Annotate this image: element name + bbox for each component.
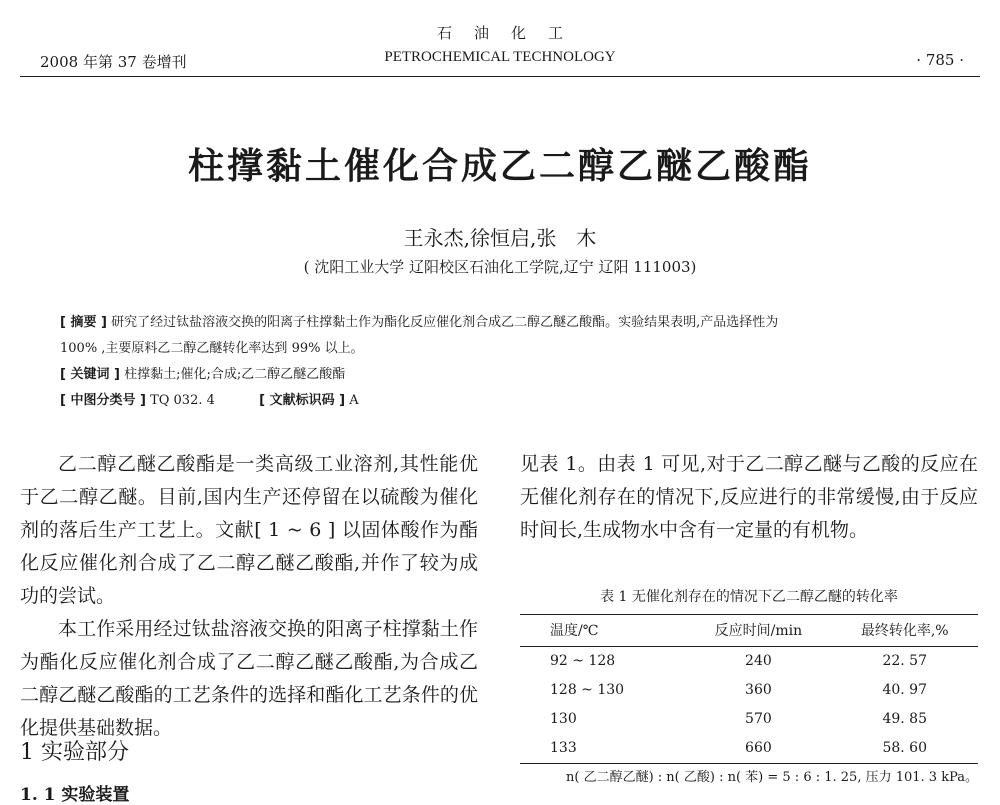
article-affiliation: ( 沈阳工业大学 辽阳校区石油化工学院,辽宁 辽阳 111003) (303, 258, 697, 276)
page-number: · 785 · (916, 51, 964, 69)
article-authors: 王永杰,徐恒启,张 木 (403, 226, 597, 250)
section-heading-experimental: 1 实验部分 (20, 740, 129, 765)
table-cell: 40. 97 (882, 682, 927, 698)
subsection-heading-apparatus: 1. 1 实验装置 (20, 785, 130, 805)
keywords-line (60, 365, 940, 385)
conversion-table (520, 614, 978, 764)
classification-line (60, 391, 940, 411)
table-header-temperature: 温度/℃ (520, 615, 685, 647)
table-cell: 570 (745, 711, 772, 727)
abstract-line-2: 100% ,主要原料乙二醇乙醚转化率达到 99% 以上。 (60, 341, 364, 356)
table-row (520, 705, 978, 734)
journal-title-cn: 石油化工 (436, 24, 585, 42)
table-cell: 360 (745, 682, 772, 698)
table-cell: 92 ~ 128 (550, 653, 616, 669)
intro-paragraph-1: 乙二醇乙醚乙酸酯是一类高级工业溶剂,其性能优于乙二醇乙醚。目前,国内生产还停留在以硫酸为催化剂的落后生产工艺上。文献[ 1 ~ 6 ] 以固体酸作为酯化反应催化剂合成了乙二醇乙醚乙酸酯,并作了较为成功的尝试。 (20, 453, 478, 607)
article-title: 柱撑黏土催化合成乙二醇乙醚乙酸酯 (187, 146, 812, 187)
doc-code-value: A (349, 393, 359, 408)
abstract-line-1 (60, 313, 940, 333)
table-caption: 表 1 无催化剂存在的情况下乙二醇乙醚的转化率 (600, 589, 898, 605)
table-cell: 49. 85 (882, 711, 927, 727)
keywords-label: [ 关键词 ] (60, 367, 120, 382)
table-row (520, 647, 978, 677)
header-rule (20, 76, 980, 77)
table-note: n( 乙二醇乙醚) : n( 乙酸) : n( 苯) = 5 : 6 : 1. 25, 压力 101. 3 kPa。 (566, 770, 978, 785)
issue-info: 2008 年第 37 卷增刊 (40, 53, 187, 71)
right-paragraph: 见表 1。由表 1 可见,对于乙二醇乙醚与乙酸的反应在无催化剂存在的情况下,反应进行的非常缓慢,由于反应时间长,生成物水中含有一定量的有机物。 (520, 453, 978, 541)
table-header-row (520, 615, 978, 647)
table-row (520, 734, 978, 764)
keywords-text: 柱撑黏土;催化;合成;乙二醇乙醚乙酸酯 (124, 367, 346, 382)
table-cell: 133 (520, 734, 685, 764)
clc-label: [ 中图分类号 ] (60, 393, 146, 408)
table-cell: 58. 60 (831, 734, 978, 764)
table-cell: 128 ~ 130 (550, 682, 625, 698)
journal-title-en: PETROCHEMICAL TECHNOLOGY (384, 49, 616, 65)
table-cell: 240 (745, 653, 772, 669)
table-header-conversion: 最终转化率,% (831, 615, 978, 647)
table-header-time: 反应时间/min (685, 615, 831, 647)
abstract-label: [ 摘要 ] (60, 315, 107, 330)
table-row (520, 676, 978, 705)
left-column (20, 448, 478, 745)
table-cell: 130 (550, 711, 577, 727)
right-column (520, 448, 978, 547)
intro-paragraph-2: 本工作采用经过钛盐溶液交换的阳离子柱撑黏土作为酯化反应催化剂合成了乙二醇乙醚乙酸酯,为合成乙二醇乙醚乙酸酯的工艺条件的选择和酯化工艺条件的优化提供基础数据。 (20, 618, 478, 739)
table-cell: 22. 57 (882, 653, 927, 669)
abstract-text-1: 研究了经过钛盐溶液交换的阳离子柱撑黏土作为酯化反应催化剂合成乙二醇乙醚乙酸酯。实验结果表明,产品选择性为 (111, 315, 779, 330)
clc-value: TQ 032. 4 (150, 393, 215, 408)
table-cell: 660 (685, 734, 831, 764)
doc-code-label: [ 文献标识码 ] (259, 393, 346, 408)
